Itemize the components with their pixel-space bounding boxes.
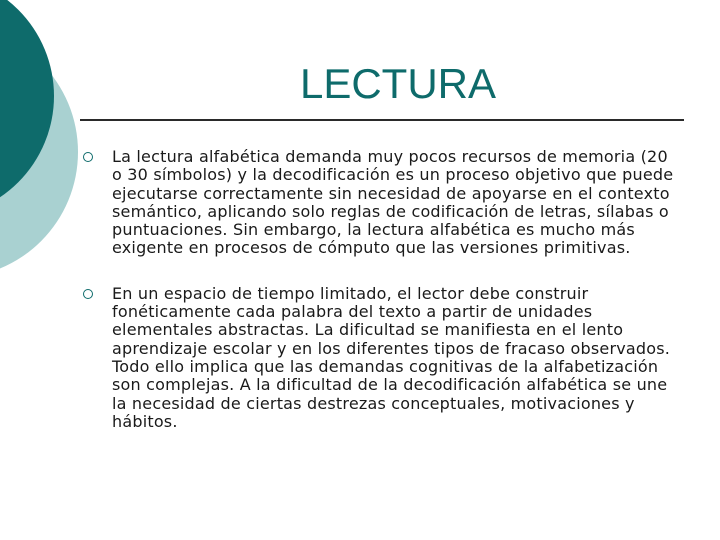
hollow-circle-icon (83, 152, 93, 162)
bullet-item (80, 285, 680, 431)
decorative-circles (0, 0, 80, 300)
title-divider (80, 119, 684, 121)
hollow-circle-icon (83, 289, 93, 299)
slide-title: LECTURA (299, 60, 497, 107)
bullet-list (80, 148, 680, 431)
bullet-text: La lectura alfabética demanda muy pocos recursos de memoria (20 o 30 símbolos) y la decodificación es un proceso objetivo que puede ejecutarse correctamente sin necesidad de apoyarse en el contexto semántico, aplicando solo reglas de codificación de letras, sílabas o puntuaciones. Sin embargo, la lectura alfabética es mucho más exigente en procesos de cómputo que las versiones primitivas. (112, 147, 674, 258)
bullet-text: En un espacio de tiempo limitado, el lector debe construir fonéticamente cada palabra del texto a partir de unidades elementales abstractas. La dificultad se manifiesta en el lento aprendizaje escolar y en los diferentes tipos de fracaso observados. Todo ello implica que las demandas cognitivas de la alfabetización son complejas. A la dificultad de la decodificación alfabética se une la necesidad de ciertas destrezas conceptuales, motivaciones y hábitos. (112, 283, 671, 431)
bullet-item (80, 148, 680, 258)
